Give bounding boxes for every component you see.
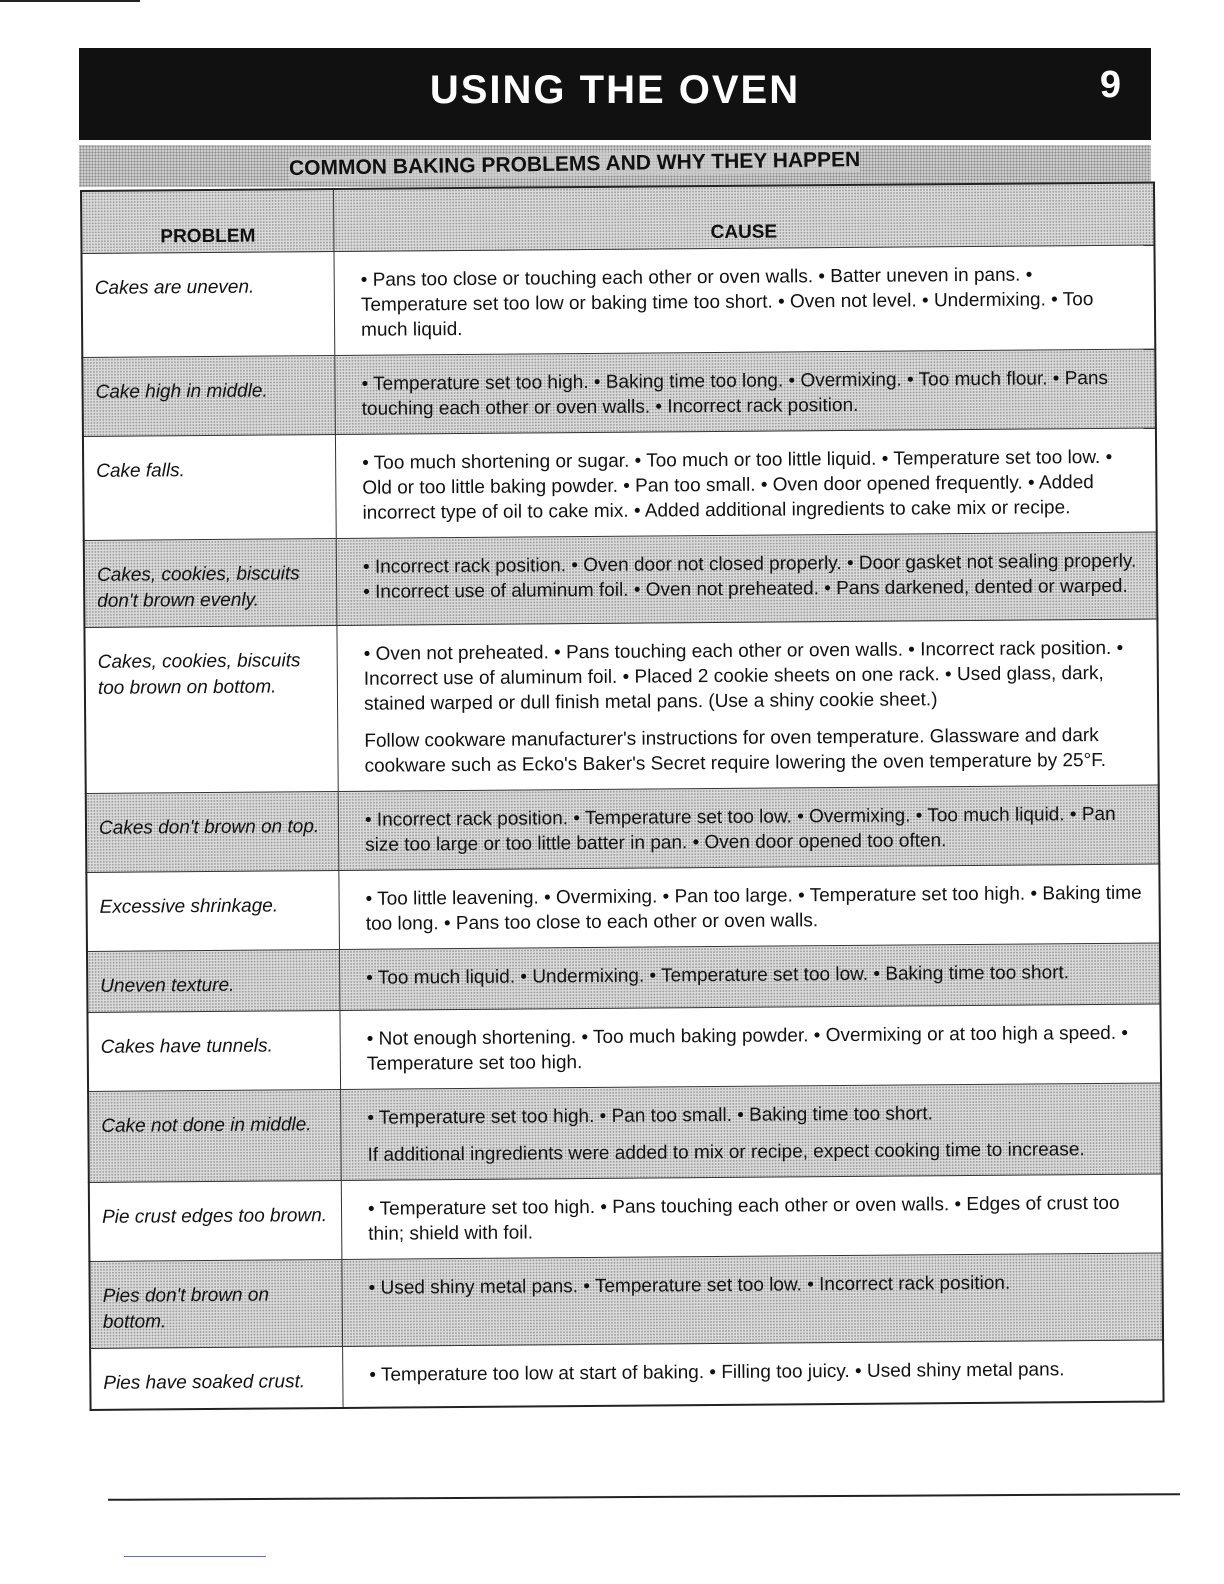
table-row [82,349,1156,436]
cause-cell [335,349,1156,434]
cause-cell [334,245,1155,355]
problem-cell: Cakes, cookies, biscuits too brown on bottom. [84,625,338,793]
cause-text: • Used shiny metal pans. • Temperature set too low. • Incorrect rack position. [368,1272,1011,1299]
cause-cell [343,1340,1164,1408]
problem-cell: Cakes have tunnels. [87,1010,340,1091]
cause-text: • Temperature too low at start of baking. • Filling too juicy. • Used shiny metal pans. [369,1359,1065,1386]
cause-text: • Temperature set too high. • Pans touching each other or oven walls. • Edges of crust too thin; shield with foil. [367,1192,1120,1245]
cause-cell [341,1083,1162,1180]
cause-text: • Pans too close or touching each other or oven walls. • Batter uneven in pans. • Temperature set too low or baking time too short. • Oven not level. • Undermixing. • Too much liquid. [360,264,1094,341]
table-row [87,943,1160,1012]
problem-cell: Cakes are uneven. [81,252,334,358]
cause-cell [336,532,1157,625]
table-row [89,1253,1163,1348]
problem-cell: Cakes don't brown on top. [86,791,339,872]
page-header [79,48,1151,140]
cause-text: • Too much shortening or sugar. • Too much or too little liquid. • Temperature set too low. • Old or too little baking powder. • Pan too small. • Oven door opened frequently. • Added incorrect type of oil to cake mix. • Added additional ingredients to cake mix or recipe. [362,446,1113,524]
table-row [89,1174,1163,1261]
table-row [81,245,1155,357]
cause-cell [341,1174,1162,1259]
cause-cell [340,1004,1161,1089]
cause-text: • Too much liquid. • Undermixing. • Temperature set too low. • Baking time too short. [366,962,1070,989]
problem-cell: Pies don't brown on bottom. [89,1259,342,1348]
cause-note: If additional ingredients were added to mix or recipe, expect cooking time to increase. [367,1139,1085,1166]
problem-cell: Cake high in middle. [82,356,335,437]
page-number: 9 [1099,64,1121,106]
problem-cell: Pie crust edges too brown. [89,1180,342,1261]
cause-text: • Incorrect rack position. • Temperature set too low. • Overmixing. • Too much liquid. • Pan size too large or too little batter in pan. • Oven door opened too often. [364,803,1116,856]
cause-text: • Not enough shortening. • Too much baking powder. • Overmixing or at too high a speed. • Temperature set too high. [366,1022,1129,1075]
top-rule [0,0,140,2]
table-row [86,864,1160,951]
cause-column-header: CAUSE [334,183,1155,252]
table-row [87,1004,1161,1091]
cause-text: • Incorrect rack position. • Oven door not closed properly. • Door gasket not sealing properly. • Incorrect use of aluminum foil. • Oven not preheated. • Pans darkened, dented or warped. [362,550,1137,603]
problems-table-wrapper [80,181,1180,1411]
cause-cell [342,1253,1163,1346]
table-row [90,1340,1163,1410]
problem-cell: Uneven texture. [87,949,340,1012]
table-row [86,785,1160,872]
table-row [84,619,1158,793]
cause-note: Follow cookware manufacturer's instructions for oven temperature. Glassware and dark cookware such as Ecko's Baker's Secret require lowering the oven temperature by 25°F. [364,725,1107,777]
cause-text: • Too little leavening. • Overmixing. • Pan too large. • Temperature set too high. • Baking time too long. • Pans too close to each other or oven walls. [365,882,1142,935]
problem-cell: Pies have soaked crust. [90,1346,343,1409]
table-row [83,428,1157,540]
bottom-rule [108,1493,1180,1501]
problem-cell: Cakes, cookies, biscuits don't brown evenly. [84,538,337,627]
problem-cell: Excessive shrinkage. [86,870,339,951]
table-row [88,1083,1162,1182]
section-banner [79,145,1151,187]
problem-cell: Cake falls. [83,435,336,541]
table-row [84,532,1158,627]
problem-column-header: PROBLEM [81,189,334,253]
scan-mark [124,1556,266,1557]
cause-cell [339,864,1160,949]
cause-cell [337,619,1159,791]
page-title: USING THE OVEN [429,68,801,112]
cause-cell [335,428,1156,538]
cause-cell [339,943,1160,1010]
cause-text: • Oven not preheated. • Pans touching each other or oven walls. • Incorrect rack position. • Incorrect use of aluminum foil. • Placed 2 cookie sheets on one rack. • Used glass, dark, stained warped or dull finish metal pans. (Use a shiny cookie sheet.) [363,637,1124,715]
section-title: COMMON BAKING PROBLEMS AND WHY THEY HAPPEN [288,148,861,180]
cause-text: • Temperature set too high. • Baking time too long. • Overmixing. • Too much flour. • Pans touching each other or oven walls. • Incorrect rack position. [361,367,1109,420]
problems-table [80,182,1165,1411]
cause-cell [338,785,1159,870]
cause-text: • Temperature set too high. • Pan too small. • Baking time too short. [367,1103,933,1129]
problem-cell: Cake not done in middle. [88,1089,341,1182]
table-header-row [81,183,1154,254]
